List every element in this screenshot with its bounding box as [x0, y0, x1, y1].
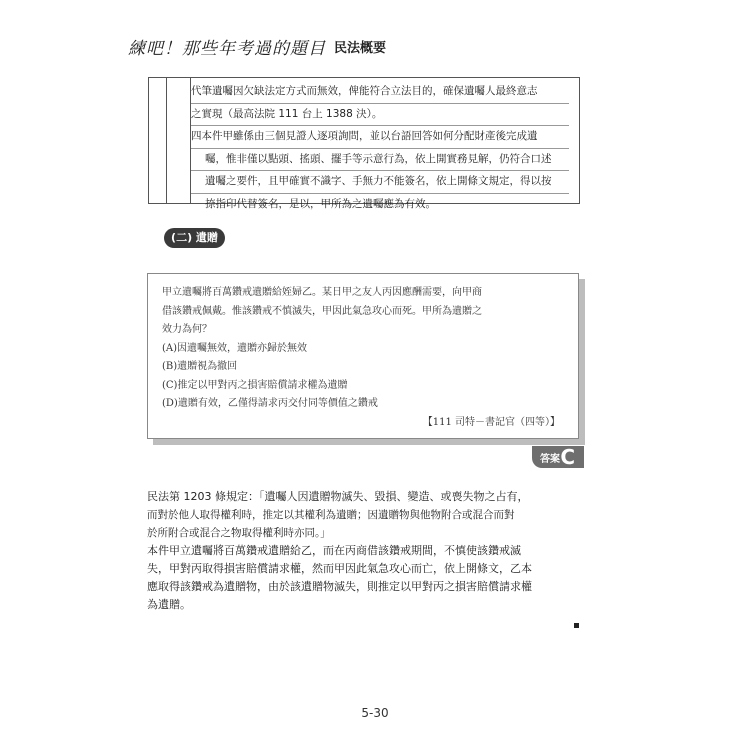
- text-line: 之實現（最高法院 111 台上 1388 決）。: [191, 104, 569, 127]
- question-box: [147, 273, 579, 439]
- law-quote-line: 而對於他人取得權利時，推定以其權利為遺贈；因遺贈物與他物附合或混合而對: [147, 509, 515, 521]
- text-line: 遺囑之要件，且甲確實不識字、手無力不能簽名，依上開條文規定，得以按: [191, 171, 569, 194]
- text-line: 囑，惟非僅以點頭、搖頭、擺手等示意行為，依上開實務見解，仍符合口述: [191, 149, 569, 172]
- page-header: [128, 34, 386, 58]
- text-line: 四本件甲雖係由三個見證人逐項詢問，並以台語回答如何分配財產後完成遺: [191, 126, 569, 149]
- option-c: (C)推定以甲對丙之損害賠償請求權為遺贈: [162, 379, 348, 391]
- answer-badge: [532, 446, 584, 468]
- option-a: (A)因遺囑無效，遺贈亦歸於無效: [162, 342, 308, 354]
- answer-lines: [191, 81, 569, 215]
- explanation-line: 應取得該鑽戒為遺贈物，由於該遺贈物滅失，則推定以甲對丙之損害賠償請求權: [147, 580, 532, 593]
- option-d: (D)遺贈有效，乙僅得請求丙交付同等價值之鑽戒: [162, 398, 378, 409]
- law-quote-line: 於所附合或混合之物取得權利時亦同。」: [147, 527, 331, 539]
- explanation-line: 本件甲立遺囑將百萬鑽戒遺贈給乙，而在丙商借該鑽戒期間，不慎使該鑽戒滅: [147, 544, 521, 557]
- option-b: (B)遺贈視為撤回: [162, 361, 238, 372]
- explanation-line: 失，甲對丙取得損害賠償請求權，然而甲因此氣急攻心而亡，依上開條文，乙本: [147, 562, 532, 575]
- text-line: 代筆遺囑因欠缺法定方式而無效，俾能符合立法目的，確保遺囑人最終意志: [191, 81, 569, 104]
- box-divider: [166, 78, 167, 203]
- text-line: 捺指印代替簽名，是以，甲所為之遺囑應為有效。: [205, 197, 436, 210]
- end-mark: [574, 623, 579, 628]
- page-number: 5-30: [361, 706, 389, 720]
- answer-letter: C: [560, 445, 575, 469]
- question-line: 效力為何？: [162, 324, 212, 335]
- continued-answer-box: [148, 77, 580, 210]
- explanation-line: 為遺贈。: [147, 598, 191, 611]
- brand-title: 練吧！那些年考過的題目: [128, 38, 326, 59]
- question-source: 【111 司特－書記官（四等）】: [422, 416, 560, 428]
- section-heading: (二) 遺贈: [164, 228, 225, 248]
- header-subject: 民法概要: [334, 40, 387, 56]
- law-citation: 民法第 1203 條規定：「遺囑人因遺贈物滅失、毀損、變造、或喪失物之占有，: [147, 490, 529, 503]
- question-line: 借該鑽戒佩戴。惟該鑽戒不慎滅失，甲因此氣急攻心而死。甲所為遺贈之: [162, 305, 482, 317]
- question-line: 甲立遺囑將百萬鑽戒遺贈給姪婦乙。某日甲之友人丙因應酬需要，向甲商: [162, 287, 482, 298]
- answer-label: 答案: [540, 454, 560, 465]
- explanation: [147, 488, 587, 614]
